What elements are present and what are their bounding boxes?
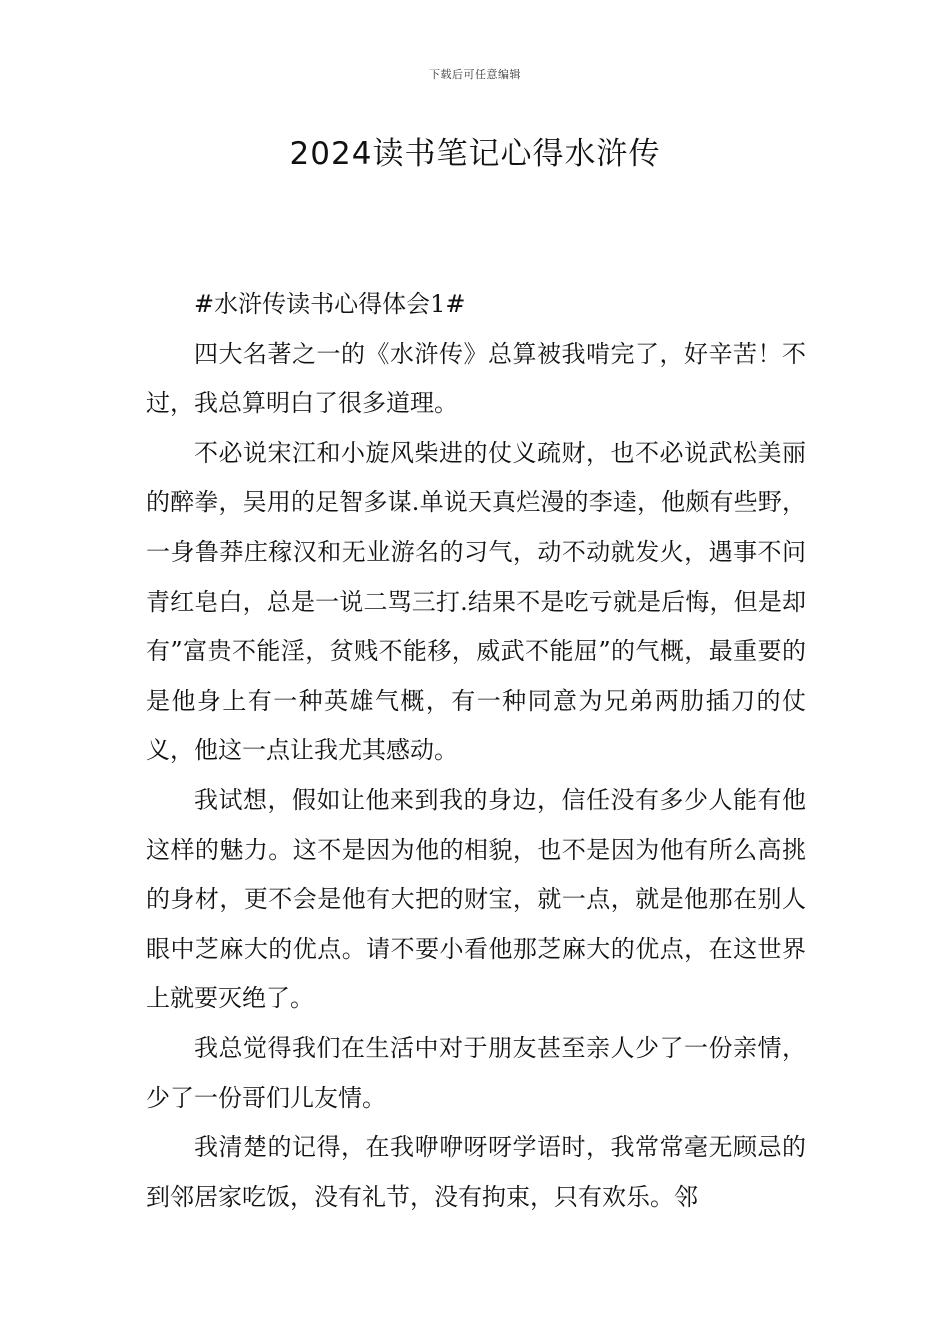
- section-heading: #水浒传读书心得体会1#: [194, 290, 466, 318]
- paragraph: 四大名著之一的《水浒传》总算被我啃完了，好辛苦！不过，我总算明白了很多道理。: [146, 339, 806, 418]
- header-note: 下载后可任意编辑: [429, 68, 521, 81]
- paragraph: 我试想，假如让他来到我的身边，信任没有多少人能有他这样的魅力。这不是因为他的相貌，也不是因为他有所么高挑的身材，更不会是他有大把的财宝，就一点，就是他那在别人眼中芝麻大的优点。请不要小看他那芝麻大的优点，在这世界上就要灭绝了。: [146, 785, 806, 1013]
- paragraph: 不必说宋江和小旋风柴进的仗义疏财，也不必说武松美丽的醉拳，吴用的足智多谋.单说天真烂漫的李逵，他颇有些野，一身鲁莽庄稼汉和无业游名的习气，动不动就发火，遇事不问青红皂白，总是一说二骂三打.结果不是吃亏就是后悔，但是却有”富贵不能淫，贫贱不能移，威武不能屈”的气概，最重要的是他身上有一种英雄气概，有一种同意为兄弟两肋插刀的仗义，他这一点让我尤其感动。: [146, 438, 806, 765]
- document-title: 2024读书笔记心得水浒传: [289, 136, 661, 172]
- paragraph: 我清楚的记得，在我咿咿呀呀学语时，我常常毫无顾忌的到邻居家吃饭，没有礼节，没有拘束，只有欢乐。邻: [146, 1133, 806, 1211]
- document-body: [146, 280, 806, 1222]
- paragraph: 我总觉得我们在生活中对于朋友甚至亲人少了一份亲情，少了一份哥们儿友情。: [146, 1033, 806, 1112]
